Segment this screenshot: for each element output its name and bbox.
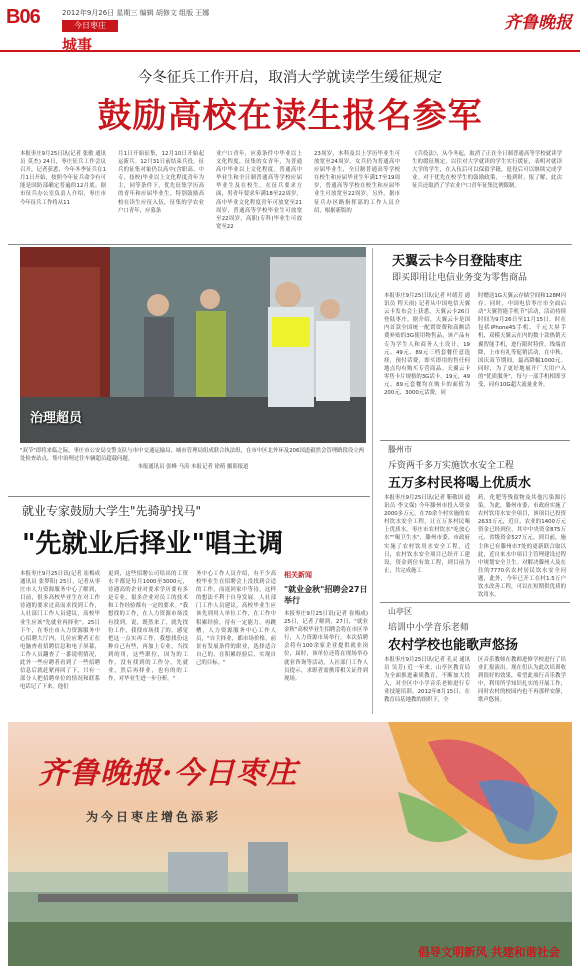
tianyi-headline: 天翼云卡今日登陆枣庄 <box>392 254 523 269</box>
photo-tag: 治理超员 <box>30 411 83 426</box>
tengzhou-kicker: 滕州市 <box>388 445 412 454</box>
story2-column-1: 本报枣庄9月25日讯(记者 崔梅成 通讯员 张梦阳) 25日，记者从枣庄市人力资源服务中心了解到，目前，很多高校毕业生在对工作待遇的要求过高而求找到工作，人社部门工作人员建议，高校毕业生应该"先就业再择业"。25日下午，在枣庄市人力资源服务中心招聘大厅内，几位应聘者正在电脑查看招聘信息和电子屏幕，工作人员翻查了一番说明情况，此外一些应聘者看到了一些招聘信息后就赶紧再回了下，只有一部分人把招聘单位的情况和联系电话记了下来。他们 <box>20 571 100 691</box>
promo-banner <box>8 722 572 966</box>
lead-headline: 鼓励高校在读生报名参军 <box>97 96 483 136</box>
banner-subtitle: 为今日枣庄增色添彩 <box>86 810 222 824</box>
page-header <box>0 0 580 52</box>
photo-credit: 本报通讯员 张峰 马涛 本报记者 徐萌 摄影报道 <box>137 464 249 470</box>
music-kicker: 山亭区 <box>388 607 412 616</box>
divider <box>380 440 570 441</box>
music-column-1: 本报枣庄9月25日讯(记者 孔灵 通讯员 吴芳) 近一年来，山亭区教育局为全面推进素质教育，不断加大投入，对全区中小学音乐老师进行专业技能培训。2012年8月15日，在教育局基地教的组织下，全 <box>384 657 470 704</box>
tianyi-column-1: 本报枣庄9月25日讯(记者 叶绪芳 通讯员 程天雨) 记者从中国电信天翼云卡发布会上获悉，天翼云卡26日登陆枣庄。据介绍，天翼云卡是国内首款全国统一配置资费和高额话费补贴的3G使用物售品，该产品有专为学生人和商务人士设计，19元、49元、89元三档套餐任意选择，预付话费，即买即用的售任何地点均有购买专营商品。天翼云卡零售卡片规格的3G话卡，19元、49元、89元套餐均在购卡的面值为200元、3000元话费，同 <box>384 293 470 397</box>
tengzhou-column-1: 本报枣庄9月25日讯(记者 靳敬国 通讯员 李文保) 今年滕州市投入资金2000多万元，在70余个村实施的农村饮水安全工程，让五万多村民喝上优质水。枣庄市农村饮水"吃放心水""喝卫生水"，滕州市委、市政府实施了农村饮用水安全工程，近日，农村饮水安全项目已经开工建设，资金到位有效工程，到目前为止，共完成施工 <box>384 495 470 574</box>
related-news-body: 本报枣庄9月25日讯(记者 崔梅成) 25日，记者了解到，27日，"就业金秋"高校毕业生招聘会将在市区举行，人力资源市场举行。本次招聘会将有100余家企业提供就业岗位，届时，该单位还将在现场举办就业咨询等活动，人社部门工作人员提示，求职者需携带相关证件到现场。 <box>284 611 368 682</box>
lead-column-4: 23周岁，本科及以上学历毕业生可放宽至24周岁。女兵仍为普通高中应届毕业生，全日制普通高等学校在校生和应届毕业生年满17至19周岁，普通高等学校在校生和应届毕业生可放宽至22周岁。另外，据市征兵办区路指挥部的工作人员介绍，根据新版的 <box>314 151 400 214</box>
tengzhou-headline: 五万多村民将喝上优质水 <box>388 476 532 491</box>
banner-title: 齐鲁晚报·今日枣庄 <box>38 756 298 791</box>
lead-kicker: 今冬征兵工作开启，取消大学就读学生缓征规定 <box>137 70 443 86</box>
tianyi-column-2: 时赠送1G天翼云存储空间和128M闪存。同时，中国电信枣庄市全面启动"天翼智能手机节"活动，活动持续时间为9月26日至11月15日，时在包括iPhone4S手机、千元大屏手机，双模天翼云在内的数十款热销天翼智能手机，进行限时特价，线端直降，上市有礼等促销活动，在中秋、国庆双节期间，最高降幅1000元。同时，为了更好地展开厂大用户入的"优质服务"，每与一部手机相即享受，同有10G超大流量业务。 <box>478 293 566 389</box>
photo-caption <box>20 447 366 471</box>
story2-column-3: 务中心工作人员介绍，有不少高校毕业生在招聘会上没找到合适的工作，而返回家中等待，这样的想法不利于自身发展。人社部门工作人员建议，高校毕业生应该先到用人单位工作，在工作中积累经验，待有一定能力，再跳槽，人力资源服务中心工作人员，"自主择业，都市场价格，前景有发展条件的职业，选择适合自己的，在积累经验后，实现自己的目标。" <box>196 571 276 667</box>
tianyi-subhead: 即买即用让电信业务变为零售商品 <box>392 273 528 283</box>
music-column-2: 区音乐教师在教师进修学校进行了培业汇报演出。现在们认为此次培训收到很好的效果，希望此项行音乐教学中，利用所学知识扎实的开展工作，同时农村的校园内也不再那样安静，歌声悠扬。 <box>478 657 566 704</box>
story2-column-2: 更到，这些招聘公司给出的工资水平都是每月1000至3000元，待遇高的企业对要求学历要有多是专业，很多企业对员工的技术和工作经验都有一定的要求。"我想找的工作，在人力资源市场没有找到，说，既然来了，就先找份工作，我找市场找了的，感觉把这一点实再工作，我想找份这种自己有些，再加上专业，当找到的用，这些职位，因为的工作，没有找到的工作分，先就业，然后再择业，也有的的工作，对毕业生进一步分析。" <box>108 571 188 683</box>
lead-column-1: 本报枣庄9月25日讯(记者 张敏 通讯员 莫杰) 24日，枣庄征兵工作会议召开，记者获悉，今年冬季征兵在1月1日开始，按照今年征兵命令有可能是国防部确定普遍的12月底。据市征兵办公室负责人介绍，枣庄市今年征兵工作将从11 <box>20 151 106 206</box>
story2-kicker: 就业专家鼓励大学生"先骑驴找马" <box>22 504 202 518</box>
related-news-tag: 相关新闻 <box>284 571 312 579</box>
related-news-box <box>284 570 368 714</box>
lead-column-5: 《兵役法》，从今冬起，取消了正在全日制普通高等学校就读学生的缓征规定，以往对大学就读的学生实行缓征，表明对就读大学的学生，在入伍后可以保留学籍，退役后可以继续完成学业。对于优先在校学生的鼓励政策，一般到时，报了解，此次征兵还取消了学农业户口青年征集比例限制。 <box>412 151 562 190</box>
divider <box>8 496 370 497</box>
story2-headline: "先就业后择业"唱主调 <box>22 529 284 559</box>
news-photo <box>20 247 366 443</box>
tengzhou-subhead: 斥资两千多万实施饮水安全工程 <box>388 461 515 471</box>
music-headline: 农村学校也能歌声悠扬 <box>388 638 519 653</box>
divider <box>8 244 572 245</box>
tengzhou-column-2: 药，化肥等残留物及其他污染源污染。为此，滕州市委、市政府实施了农村饮用水安全项目，该项目已投资2633万元，近日，农业的1400万元资金已经到位，其中中央资金875万元、省级资金527万元。到目前，施主体已有滕州市7处的更新联合取以此，近自来水中项目主管理建设过程中规划安全卫生。对解决滕州人及在住的7770名农村居民饮水安全问题，此外，今年已开工在村1.5万户饮水改善工程，可以在短期供优质的饮用水。 <box>478 495 566 598</box>
section-tab[interactable]: 今日枣庄 <box>62 20 118 32</box>
music-subhead: 培训中小学音乐老师 <box>388 623 470 633</box>
lead-column-3: 业户口青年，应募条件中毕业以上文化程度，征集的女青年，为普通高中毕业以上文化程度。普通高中毕业生和全日制普通高等学校应届毕业生及在校生。在征兵要求方面，男青年要求年满18至22周岁，高中毕业文化程度青年可放宽至21周岁，普通高等学校毕业生可放宽至22周岁。高职(专科)毕业生可放宽至22 <box>216 151 302 230</box>
page-number: B06 <box>6 6 40 28</box>
related-news-title: "就业金秋"招聘会27日举行 <box>284 585 368 605</box>
date-line: 2012年9月26日 星期三 编辑 胡修文 组版 王娜 <box>62 9 210 17</box>
section-name: 城事 <box>62 36 93 54</box>
photo-caption-text: "双节"即将来临之际，枣庄市公安局交警支队与市中交通运输局、城市管理局组成联合执法组，在市中区北外环及206国道毅然会管理路段设立两处检查站点，集中治理过往车辆超员超载问题。 <box>20 448 365 462</box>
banner-slogan: 倡导文明新风 共建和谐社会 <box>417 945 560 959</box>
lead-column-2: 月1日开始征集，12月10日开始起运新兵。12月31日前结束兵役，征兵的征集对象仍以高中(含职高、中专、技校)毕业以上文化程度青年为主，同等条件下，优先征集学历高的青年和应届毕业生。特别鼓励高校在读生应征入伍，征集的学农业户口青年，应募条 <box>118 151 204 214</box>
column-divider <box>372 248 373 714</box>
divider <box>380 602 570 603</box>
masthead-logo: 齐鲁晚报 <box>504 13 572 33</box>
